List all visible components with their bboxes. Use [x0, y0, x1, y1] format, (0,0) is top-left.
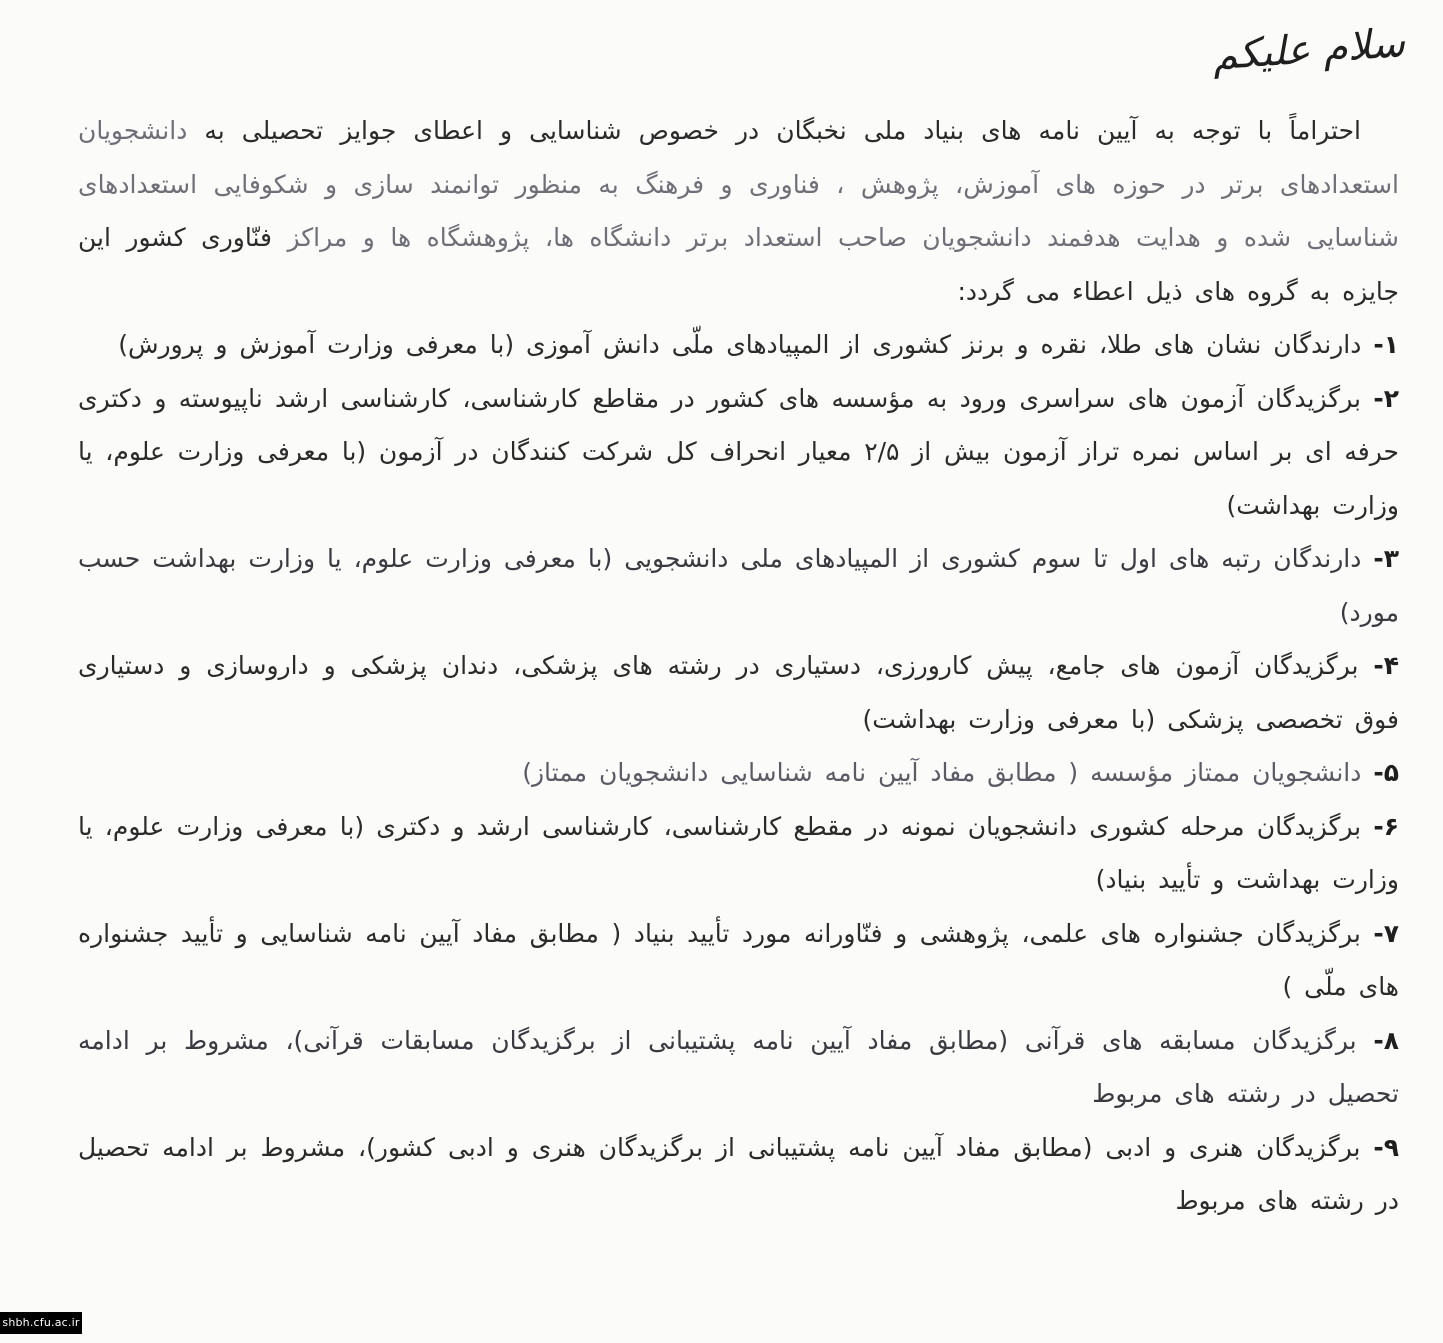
list-item-4 — [78, 639, 1399, 746]
list-item-9 — [78, 1121, 1399, 1228]
item-number: ۶- — [1373, 811, 1399, 841]
intro-start: احتراماً با توجه به آیین نامه های بنیاد ملی نخبگان در خصوص شناسایی و اعطای جوایز تحصیلی به — [187, 116, 1361, 145]
letter-body — [78, 104, 1399, 1228]
item-number: ۱- — [1373, 330, 1399, 359]
item-text: دانشجویان ممتاز مؤسسه ( مطابق مفاد آیین نامه شناسایی دانشجویان ممتاز) — [522, 758, 1362, 787]
item-text: برگزیدگان جشنواره های علمی، پژوهشی و فنّاورانه مورد تأیید بنیاد ( مطابق مفاد آیین نامه شناسایی و تأیید جشنواره های ملّی ) — [78, 918, 1399, 1001]
item-number: ۴- — [1373, 651, 1399, 680]
salutation: سلام علیکم — [1211, 20, 1407, 80]
item-number: ۳- — [1373, 544, 1399, 573]
item-text: برگزیدگان مرحله کشوری دانشجویان نمونه در مقطع کارشناسی، کارشناسی ارشد و دکتری (با معرفی وزارت علوم، یا وزارت بهداشت و تأیید بنیاد) — [78, 811, 1399, 894]
site-watermark: shbh.cfu.ac.ir — [0, 1312, 82, 1334]
list-item-3 — [78, 532, 1399, 639]
item-number: ۵- — [1373, 758, 1399, 787]
item-number: ۸- — [1373, 1025, 1399, 1055]
intro-end: فنّاوری کشور این جایزه به گروه های ذیل اعطاء می گردد: — [78, 223, 1399, 306]
list-item-6 — [78, 800, 1399, 907]
item-number: ۲- — [1373, 383, 1399, 413]
item-text: دارندگان رتبه های اول تا سوم کشوری از المپیادهای ملی دانشجویی (با معرفی وزارت علوم، یا وزارت بهداشت حسب مورد) — [78, 544, 1399, 627]
item-text: برگزیدگان مسابقه های قرآنی (مطابق مفاد آیین نامه پشتیبانی از برگزیدگان مسابقات قرآنی)، مشروط بر ادامه تحصیل در رشته های مربوط — [78, 1025, 1399, 1108]
item-number: ۹- — [1373, 1132, 1399, 1162]
list-item-1 — [78, 318, 1399, 372]
intro-middle: دانشجویان استعدادهای برتر در حوزه های آموزش، پژوهش ، فناوری و فرهنگ به منظور توانمند سازی و شکوفایی استعدادهای شناسایی شده و هدایت هدفمند دانشجویان صاحب استعداد برتر دانشگاه ها، پژوهشگاه ها و مراکز — [78, 116, 1399, 252]
item-number: ۷- — [1373, 918, 1399, 948]
list-item-5 — [78, 746, 1399, 800]
list-item-8 — [78, 1014, 1399, 1121]
intro-paragraph — [78, 104, 1399, 318]
item-text: برگزیدگان آزمون های سراسری ورود به مؤسسه های کشور در مقاطع کارشناسی، کارشناسی ارشد ناپیوسته و دکتری حرفه ای بر اساس نمره تراز آزمون بیش از ۲/۵ معیار انحراف کل شرکت کنندگان در آزمون (با معرفی وزارت علوم، یا وزارت بهداشت) — [78, 383, 1399, 520]
item-text: برگزیدگان آزمون های جامع، پیش کارورزی، دستیاری در رشته های پزشکی، دندان پزشکی و داروسازی و دستیاری فوق تخصصی پزشکی (با معرفی وزارت بهداشت) — [78, 651, 1399, 734]
item-text: دارندگان نشان های طلا، نقره و برنز کشوری از المپیادهای ملّی دانش آموزی (با معرفی وزارت آموزش و پرورش) — [118, 330, 1362, 359]
list-item-7 — [78, 907, 1399, 1014]
list-item-2 — [78, 372, 1399, 533]
item-text: برگزیدگان هنری و ادبی (مطابق مفاد آیین نامه پشتیبانی از برگزیدگان هنری و ادبی کشور)، مشروط بر ادامه تحصیل در رشته های مربوط — [78, 1132, 1399, 1215]
